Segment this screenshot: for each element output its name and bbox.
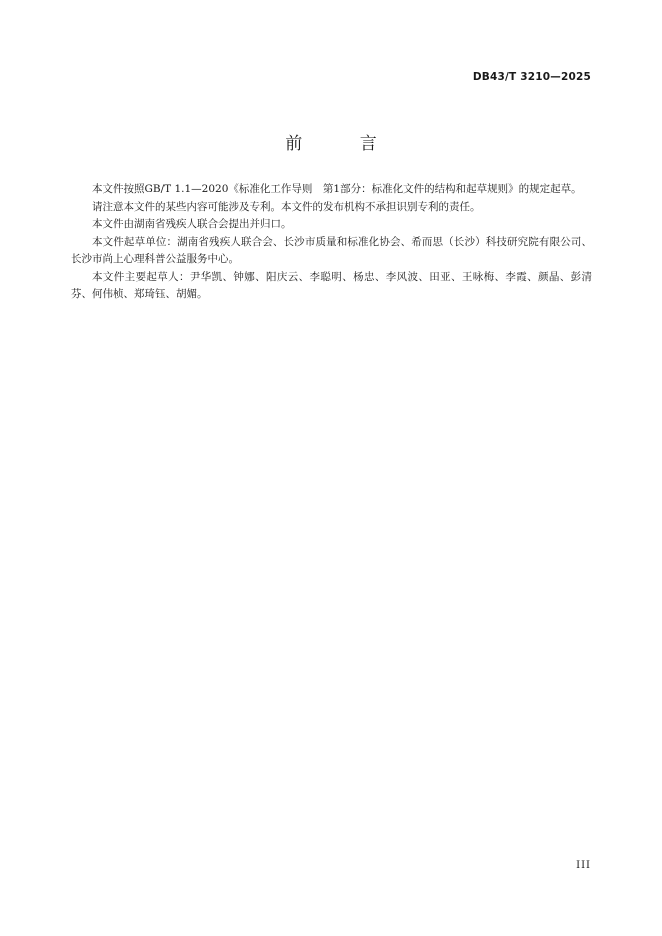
paragraph-drafters: 本文件主要起草人：尹华凯、钟娜、阳庆云、李聪明、杨忠、李风波、田亚、王咏梅、李霞、颜晶、彭清芬、何伟桢、郑琦钰、胡媚。	[71, 270, 592, 300]
paragraph-proposer: 本文件由湖南省残疾人联合会提出并归口。	[92, 218, 292, 230]
paragraph-drafting-units: 本文件起草单位：湖南省残疾人联合会、长沙市质量和标准化协会、希而思（长沙）科技研究院有限公司、长沙市尚上心理科普公益服务中心。	[71, 235, 592, 265]
paragraph-patent-notice: 请注意本文件的某些内容可能涉及专利。本文件的发布机构不承担识别专利的责任。	[92, 200, 481, 213]
foreword-body	[71, 181, 592, 304]
page-title: 前 言	[285, 134, 403, 154]
page-number: III	[576, 860, 591, 871]
paragraph-drafting-rules: 本文件按照GB/T 1.1—2020《标准化工作导则 第1部分：标准化文件的结构和起草规则》的规定起草。	[92, 183, 582, 195]
document-code: DB43/T 3210—2025	[472, 71, 591, 83]
